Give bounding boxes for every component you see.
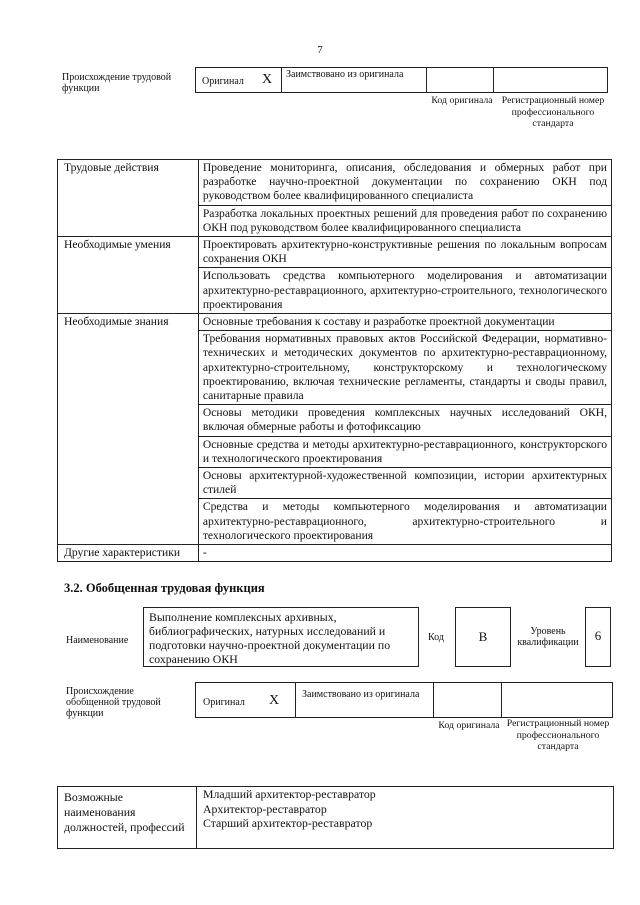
borrowed-label: Заимствовано из оригинала xyxy=(302,689,420,700)
list-item: Архитектор-реставратор xyxy=(203,801,327,816)
code-caption: Код оригинала xyxy=(431,95,493,106)
divider xyxy=(426,68,427,92)
row-label: Необходимые знания xyxy=(58,314,199,545)
origin-label: Происхождение обобщенной трудовой функции xyxy=(66,686,161,719)
origin-table xyxy=(195,682,613,718)
page-number: 7 xyxy=(317,44,323,56)
labor-function-table xyxy=(57,159,612,562)
row-item: Проектировать архитектурно-конструктивные решения по локальным вопросам сохранения ОКН xyxy=(198,237,611,268)
reg-caption: Регистрационный номер профессионального стандарта xyxy=(506,718,610,752)
divider xyxy=(433,683,434,717)
level-value: 6 xyxy=(585,607,611,667)
row-item: Проведение мониторинга, описания, обследования и обмерных работ при разработке научно-проектной документации по сохранению ОКН под руководством более квалифицированного специалиста xyxy=(198,160,611,206)
code-caption: Код оригинала xyxy=(438,720,500,731)
row-item: Требования нормативных правовых актов Российской Федерации, нормативно-технических и методических документов по архитектурно-реставрационному, архитектурно-строительному, конструкторскому и технологическому проектированию, включая технические регламенты, стандарты и своды правил, санитарные правила xyxy=(198,331,611,405)
section-title: 3.2. Обобщенная трудовая функция xyxy=(64,581,265,595)
table-row xyxy=(58,237,612,268)
origin-label: Происхождение трудовой функции xyxy=(62,72,172,94)
code-value: B xyxy=(455,607,511,667)
borrowed-label: Заимствовано из оригинала xyxy=(286,69,404,80)
name-value-box xyxy=(143,607,419,667)
name-value: Выполнение комплексных архивных, библиографических, натурных исследований и подготовки научно-проектной документации по сохранению ОКН xyxy=(149,610,391,666)
divider xyxy=(196,787,197,848)
origin-table xyxy=(195,67,608,93)
code-label: Код xyxy=(428,632,444,643)
original-label: Оригинал xyxy=(202,76,244,87)
original-label: Оригинал xyxy=(203,697,245,708)
level-label: Уровень квалификации xyxy=(517,626,579,648)
name-label: Наименование xyxy=(66,635,129,646)
divider xyxy=(501,683,502,717)
row-item: - xyxy=(198,545,611,562)
table-row xyxy=(58,545,612,562)
table-row xyxy=(58,314,612,331)
positions-list xyxy=(203,787,376,831)
row-item: Основы архитектурной-художественной композиции, истории архитектурных стилей xyxy=(198,468,611,499)
original-cell xyxy=(196,68,282,92)
divider xyxy=(493,68,494,92)
row-label: Другие характеристики xyxy=(58,545,199,562)
original-mark: X xyxy=(269,693,280,708)
original-mark: X xyxy=(262,72,273,87)
row-label: Необходимые умения xyxy=(58,237,199,314)
reg-caption: Регистрационный номер профессионального стандарта xyxy=(501,95,605,129)
row-item: Разработка локальных проектных решений для проведения работ по сохранению ОКН под руководством более квалифицированного специалиста xyxy=(198,205,611,236)
table-row xyxy=(58,160,612,206)
list-item: Младший архитектор-реставратор xyxy=(203,787,376,801)
positions-table xyxy=(57,786,614,849)
row-item: Основные требования к составу и разработке проектной документации xyxy=(198,314,611,331)
row-item: Средства и методы компьютерного моделирования и автоматизации архитектурно-реставрационного, архитектурно-строительного и технологического проектирования xyxy=(198,499,611,545)
original-cell xyxy=(196,683,296,717)
row-item: Основные средства и методы архитектурно-реставрационного, конструкторского и технологического проектирования xyxy=(198,436,611,467)
row-label: Трудовые действия xyxy=(58,160,199,237)
positions-label: Возможные наименования должностей, профессий xyxy=(64,790,185,834)
row-item: Использовать средства компьютерного моделирования и автоматизации архитектурно-реставрационного, архитектурно-строительного, технологического проектирования xyxy=(198,268,611,314)
list-item: Старший архитектор-реставратор xyxy=(203,816,373,830)
row-item: Основы методики проведения комплексных научных исследований ОКН, включая обмерные работы и фотофиксацию xyxy=(198,405,611,436)
